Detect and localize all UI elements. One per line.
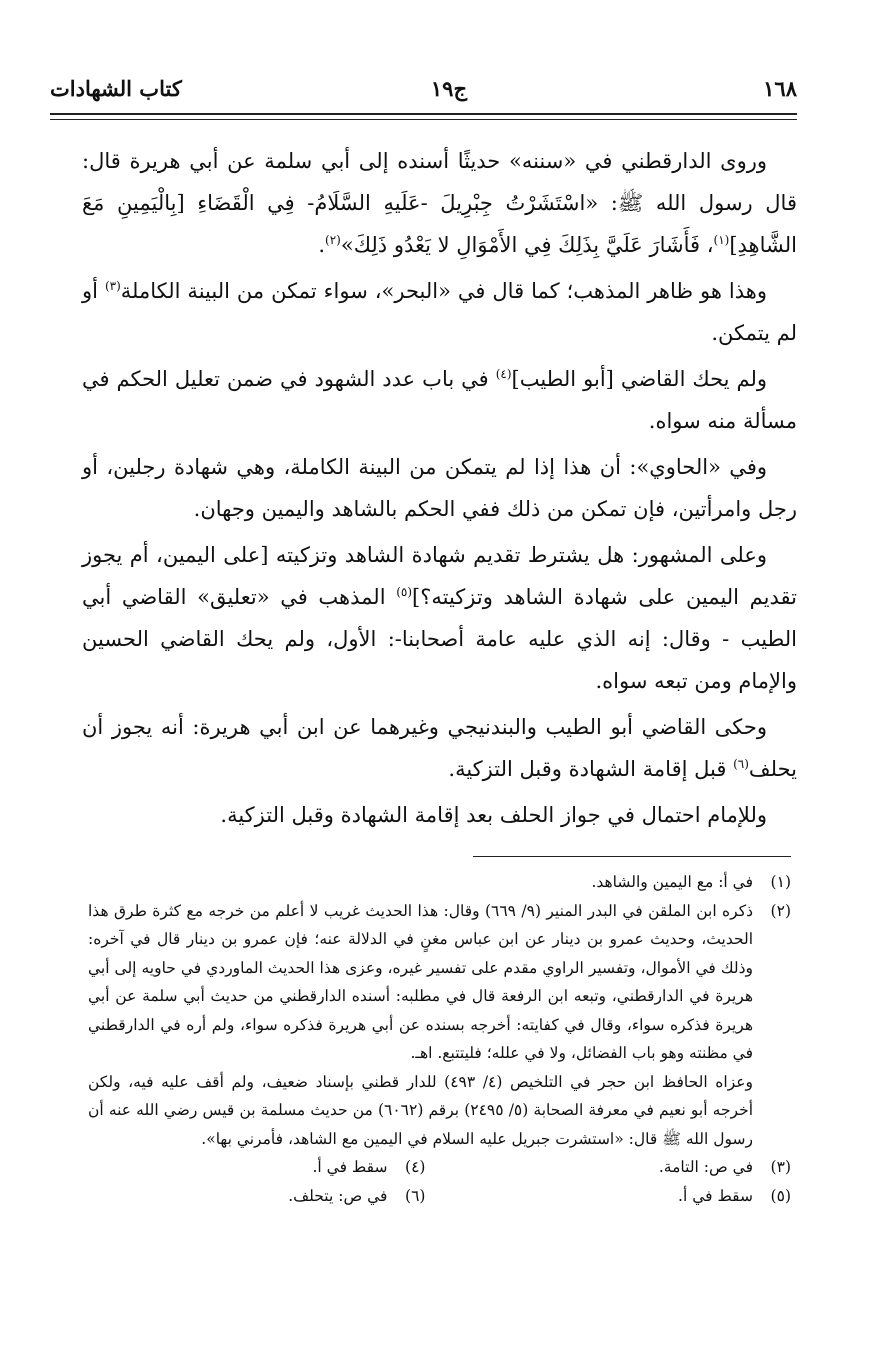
footnote-separator [473,856,791,857]
footnote-text: سقط في أ. [678,1186,753,1205]
footnote-ref-2[interactable]: (٢) [325,233,341,247]
header-rule-thick [50,113,797,115]
footnote-text: في ص: التامة. [658,1158,753,1176]
book-title: كتاب الشهادات [50,76,182,101]
page-number: ١٦٨ [763,76,797,101]
header-rule-thin [50,119,797,120]
footnote-1 [88,868,791,897]
footnote-text: سقط في أ. [312,1158,388,1176]
footnotes [88,868,791,1210]
footnote-number: (٢) [770,901,791,920]
footnote-row-3-4 [88,1153,791,1182]
paragraph-imam: وللإمام احتمال في جواز الحلف بعد إقامة الشهادة وقبل التزكية. [220,803,767,827]
footnote-number: (٥) [770,1186,791,1205]
paragraph-hadith: وروى الدارقطني في «سننه» حديثًا أسنده إلى أبي سلمة عن أبي هريرة قال: قال رسول الله ﷺ: «اسْتَشَرْتُ جِبْرِيلَ -عَلَيهِ السَّلَامُ- فِي الْقَضَاءِ [بِالْيَمِينِ مَعَ الشَّاهِدِ]$^{(١)}$، فَأَشَارَ عَلَيَّ بِذَلِكَ فِي الأَمْوَالِ لا يَعْدُو ذَلِكَ»$^{(٢)}$. [82,149,797,257]
footnote-text: في ص: يتحلف. [288,1186,388,1205]
footnote-number: (٣) [770,1158,791,1176]
paragraph-mashhur: وعلى المشهور: هل يشترط تقديم شهادة الشاهد وتزكيته [على اليمين، أم يجوز تقديم اليمين على شهادة الشاهد وتزكيته؟]$^{(٥)}$ المذهب في «تعليق» القاضي أبي الطيب - وقال: إنه الذي عليه عامة أصحابنا-: الأول، ولم يحك القاضي الحسين والإمام ومن تبعه سواه. [82,543,797,693]
footnote-2 [88,897,791,1068]
footnote-number: (٦) [405,1186,426,1205]
paragraph-hawi: وفي «الحاوي»: أن هذا إذا لم يتمكن من البينة الكاملة، وهي شهادة رجلين، أو رجل وامرأتين، فإن تمكن من ذلك ففي الحكم بالشاهد واليمين وجهان. [82,455,797,521]
page-header [50,72,797,112]
footnote-row-5-6 [88,1182,791,1211]
footnote-4 [60,1153,426,1182]
footnote-ref-6[interactable]: (٦) [733,757,749,771]
paragraph-madhhab: وهذا هو ظاهر المذهب؛ كما قال في «البحر»، سواء تمكن من البينة الكاملة$^{(٣)}$ أو لم يتمكن. [82,279,797,345]
paragraph-hikaya: وحكى القاضي أبو الطيب والبندنيجي وغيرهما عن ابن أبي هريرة: أنه يجوز أن يحلف$^{(٦)}$ قبل إقامة الشهادة وقبل التزكية. [82,715,797,781]
footnote-2-continuation: وعزاه الحافظ ابن حجر في التلخيص (٤/ ٤٩٣) للدار قطني بإسناد ضعيف، ولم أقف عليه فيه، ولكن أخرجه أبو نعيم في معرفة الصحابة (٥/ ٢٤٩٥) برقم (٦٠٦٢) من حديث مسلمة بن قيس رضي الله عنه أن رسول الله ﷺ قال: «استشرت جبريل عليه السلام في اليمين مع الشاهد، فأمرني بها». [88,1072,753,1148]
footnote-ref-1[interactable]: (١) [713,233,730,247]
footnote-text: ذكره ابن الملقن في البدر المنير (٩/ ٦٦٩) وقال: هذا الحديث غريب لا أعلم من خرجه مع كثرة طرق هذا الحديث، وحديث عمرو بن دينار عن ابن عباس مغنٍ في الدلالة عنه؛ فإن عمرو بن دينار قال في آخره: وذلك في الأموال، وتفسير الراوي مقدم على تفسير غيره، وعزى هذا الحديث الماوردي في حاويه إلى أبي هريرة في الدارقطني، وتبعه ابن الرفعة قال في مطلبه: أسنده الدارقطني من حديث أبي سلمة عن أبي هريرة فذكره سواء، وقال في كفايته: أخرجه بسنده عن أبي هريرة فذكره سواء، ولم أره في الدارقطني في مظنته وهو باب الفضائل، ولا في علله؛ فليتتبع. اهـ. [88,901,753,1062]
footnote-number: (١) [770,873,791,891]
footnote-number: (٤) [405,1158,426,1176]
paragraph-qadi: ولم يحك القاضي [أبو الطيب]$^{(٤)}$ في باب عدد الشهود في ضمن تعليل الحكم في مسألة منه سواه. [82,367,797,433]
footnote-3 [425,1153,791,1182]
footnote-ref-5[interactable]: (٥) [396,585,413,599]
footnote-ref-3[interactable]: (٣) [104,279,121,293]
footnote-5 [425,1182,791,1211]
footnote-6 [60,1182,426,1211]
main-text [82,140,797,840]
footnote-text: في أ: مع اليمين والشاهد. [591,873,753,891]
footnote-ref-4[interactable]: (٤) [495,367,512,381]
volume-label: ج١٩ [430,76,467,101]
